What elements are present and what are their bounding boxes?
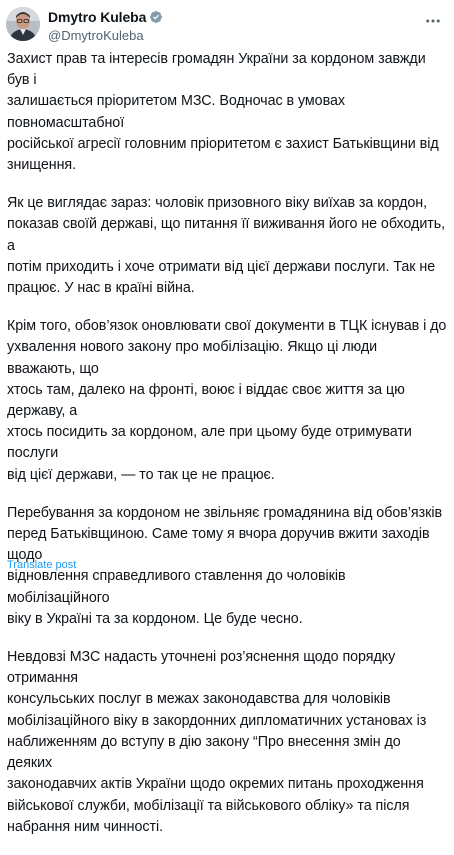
- tweet-text: [7, 49, 449, 855]
- tweet-paragraph: Невдовзі МЗС надасть уточнені роз’яснення щодо порядку отримання консульських послуг в межах законодавства для чоловіків мобілізаційного віку в закордонних дипломатичних установах із наближенням до вступу в дію закону “Про внесення змін до деяких законодавчих актів України щодо окремих питань проходження військової служби, мобілізації та військового обліку» та після набрання ним чинності.: [7, 649, 427, 835]
- author-handle[interactable]: @DmytroKuleba: [48, 28, 144, 43]
- tweet-paragraph: Як це виглядає зараз: чоловік призовного віку виїхав за кордон, показав своїй державі, що питання її виживання його не обходить, а потім приходить і хоче отримати від цієї держави послуги. Так не працює. У нас в країні війна.: [7, 195, 446, 297]
- avatar-image: [6, 7, 40, 41]
- more-options-icon[interactable]: [424, 12, 442, 30]
- author-names: [48, 8, 163, 43]
- tweet-paragraph: Захист прав та інтересів громадян України за кордоном завжди був і залишається пріоритетом МЗС. Водночас в умовах повномасштабної російської агресії головним пріоритетом є захист Батьківщини від знищення.: [7, 51, 439, 174]
- verified-badge-icon: [149, 10, 163, 24]
- translate-post-link[interactable]: Translate post: [7, 559, 77, 571]
- name-row: [48, 8, 163, 26]
- author-display-name[interactable]: Dmytro Kuleba: [48, 9, 147, 25]
- tweet-paragraph: Крім того, обов’язок оновлювати свої документи в ТЦК існував і до ухвалення нового закону про мобілізацію. Якщо ці люди вважають, що хтось там, далеко на фронті, воює і віддає своє життя за цю державу, а хтось посидить за кордоном, але при цьому буде отримувати послуги від цієї держави, — то так це не працює.: [7, 318, 447, 483]
- avatar[interactable]: [6, 7, 40, 41]
- tweet-header: [0, 0, 454, 50]
- tweet-paragraph: Перебування за кордоном не звільняє громадянина від обов’язків перед Батьківщиною. Саме тому я вчора доручив вжити заходів щодо відновлення справедливого ставлення до чоловіків мобілізаційного віку в Україні та за кордоном. Це буде чесно.: [7, 504, 442, 627]
